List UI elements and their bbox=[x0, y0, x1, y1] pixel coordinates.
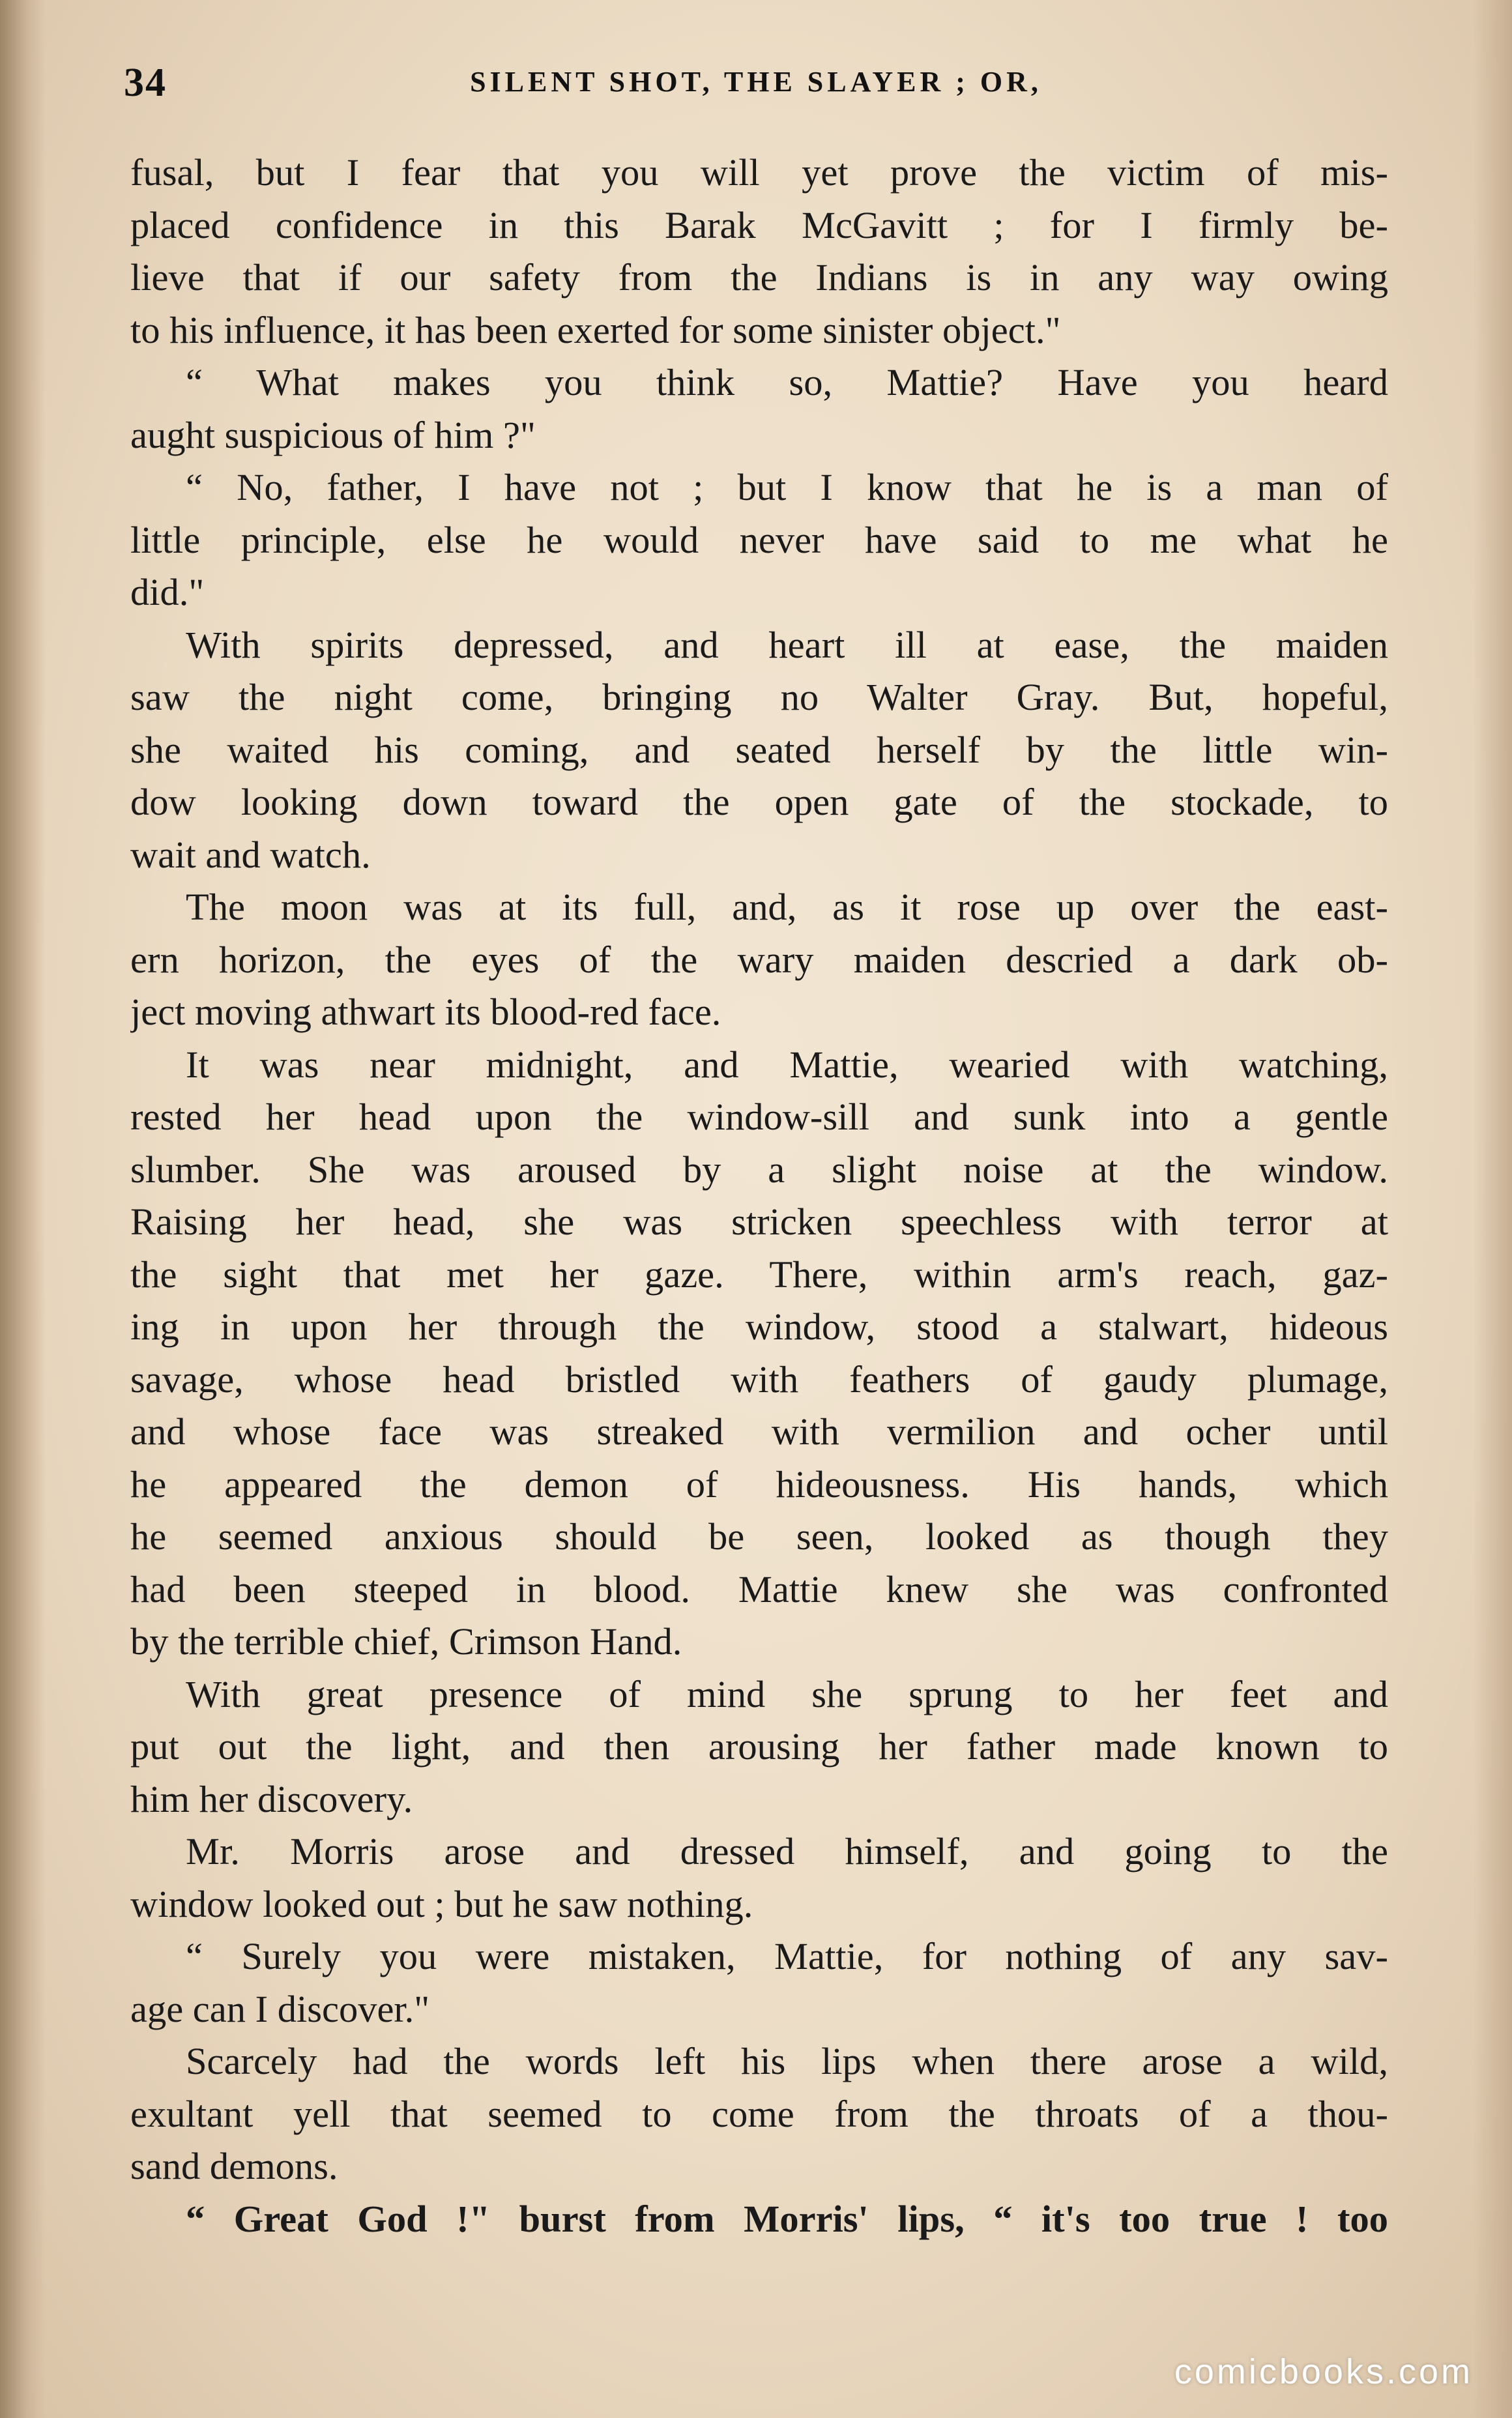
text-line: him her discovery. bbox=[130, 1777, 413, 1820]
body-text bbox=[130, 147, 1388, 2245]
text-line: placed confidence in this Barak McGavitt ; for I firmly be- bbox=[130, 203, 1388, 246]
text-line: ject moving athwart its blood-red face. bbox=[130, 991, 721, 1033]
page-header bbox=[124, 60, 1388, 106]
page-number: 34 bbox=[124, 61, 167, 105]
text-line: he appeared the demon of hideousness. His hands, which bbox=[130, 1463, 1388, 1506]
text-line: window looked out ; but he saw nothing. bbox=[130, 1882, 753, 1925]
text-line: she waited his coming, and seated herself by the little win- bbox=[130, 728, 1388, 771]
text-line: ern horizon, the eyes of the wary maiden descried a dark ob- bbox=[130, 938, 1388, 981]
text-line: rested her head upon the window-sill and sunk into a gentle bbox=[130, 1096, 1388, 1138]
watermark: comicbooks.com bbox=[1174, 2352, 1473, 2391]
text-line: to his influence, it has been exerted for some sinister object." bbox=[130, 308, 1061, 351]
text-line: “ What makes you think so, Mattie? Have you heard bbox=[186, 361, 1388, 403]
text-line: It was near midnight, and Mattie, wearied with watching, bbox=[186, 1043, 1388, 1086]
text-line: did." bbox=[130, 571, 205, 613]
text-line: the sight that met her gaze. There, within arm's reach, gaz- bbox=[130, 1253, 1388, 1296]
text-line: Scarcely had the words left his lips when there arose a wild, bbox=[186, 2040, 1388, 2082]
text-line: by the terrible chief, Crimson Hand. bbox=[130, 1620, 682, 1663]
text-line: The moon was at its full, and, as it rose up over the east- bbox=[186, 886, 1388, 928]
text-line: With spirits depressed, and heart ill at ease, the maiden bbox=[186, 623, 1388, 666]
text-line: Raising her head, she was stricken speechless with terror at bbox=[130, 1201, 1388, 1243]
text-line: “ Great God !" burst from Morris' lips, “ it's too true ! too bbox=[186, 2197, 1388, 2240]
text-line: “ No, father, I have not ; but I know that he is a man of bbox=[186, 466, 1388, 508]
text-line: put out the light, and then arousing her father made known to bbox=[130, 1725, 1388, 1768]
text-line: little principle, else he would never have said to me what he bbox=[130, 518, 1388, 561]
text-line: had been steeped in blood. Mattie knew she was confronted bbox=[130, 1567, 1388, 1610]
text-line: saw the night come, bringing no Walter Gray. But, hopeful, bbox=[130, 676, 1388, 718]
running-head: SILENT SHOT, THE SLAYER ; OR, bbox=[470, 66, 1042, 98]
text-line: dow looking down toward the open gate of the stockade, to bbox=[130, 781, 1388, 823]
text-line: aught suspicious of him ?" bbox=[130, 413, 536, 456]
text-line: slumber. She was aroused by a slight noise at the window. bbox=[130, 1148, 1388, 1191]
text-line: savage, whose head bristled with feathers of gaudy plumage, bbox=[130, 1358, 1388, 1401]
text-line: Mr. Morris arose and dressed himself, and going to the bbox=[186, 1830, 1388, 1872]
text-line: lieve that if our safety from the Indians is in any way owing bbox=[130, 256, 1388, 299]
text-line: ing in upon her through the window, stood a stalwart, hideous bbox=[130, 1305, 1388, 1348]
text-line: With great presence of mind she sprung to her feet and bbox=[186, 1672, 1388, 1715]
text-line: “ Surely you were mistaken, Mattie, for nothing of any sav- bbox=[186, 1935, 1388, 1977]
text-line: age can I discover." bbox=[130, 1987, 430, 2030]
text-line: wait and watch. bbox=[130, 833, 371, 876]
text-line: and whose face was streaked with vermilion and ocher until bbox=[130, 1410, 1388, 1453]
text-line: fusal, but I fear that you will yet prove the victim of mis- bbox=[130, 151, 1388, 194]
text-line: exultant yell that seemed to come from the throats of a thou- bbox=[130, 2092, 1388, 2135]
text-line: he seemed anxious should be seen, looked as though they bbox=[130, 1515, 1388, 1558]
text-line: sand demons. bbox=[130, 2145, 338, 2187]
